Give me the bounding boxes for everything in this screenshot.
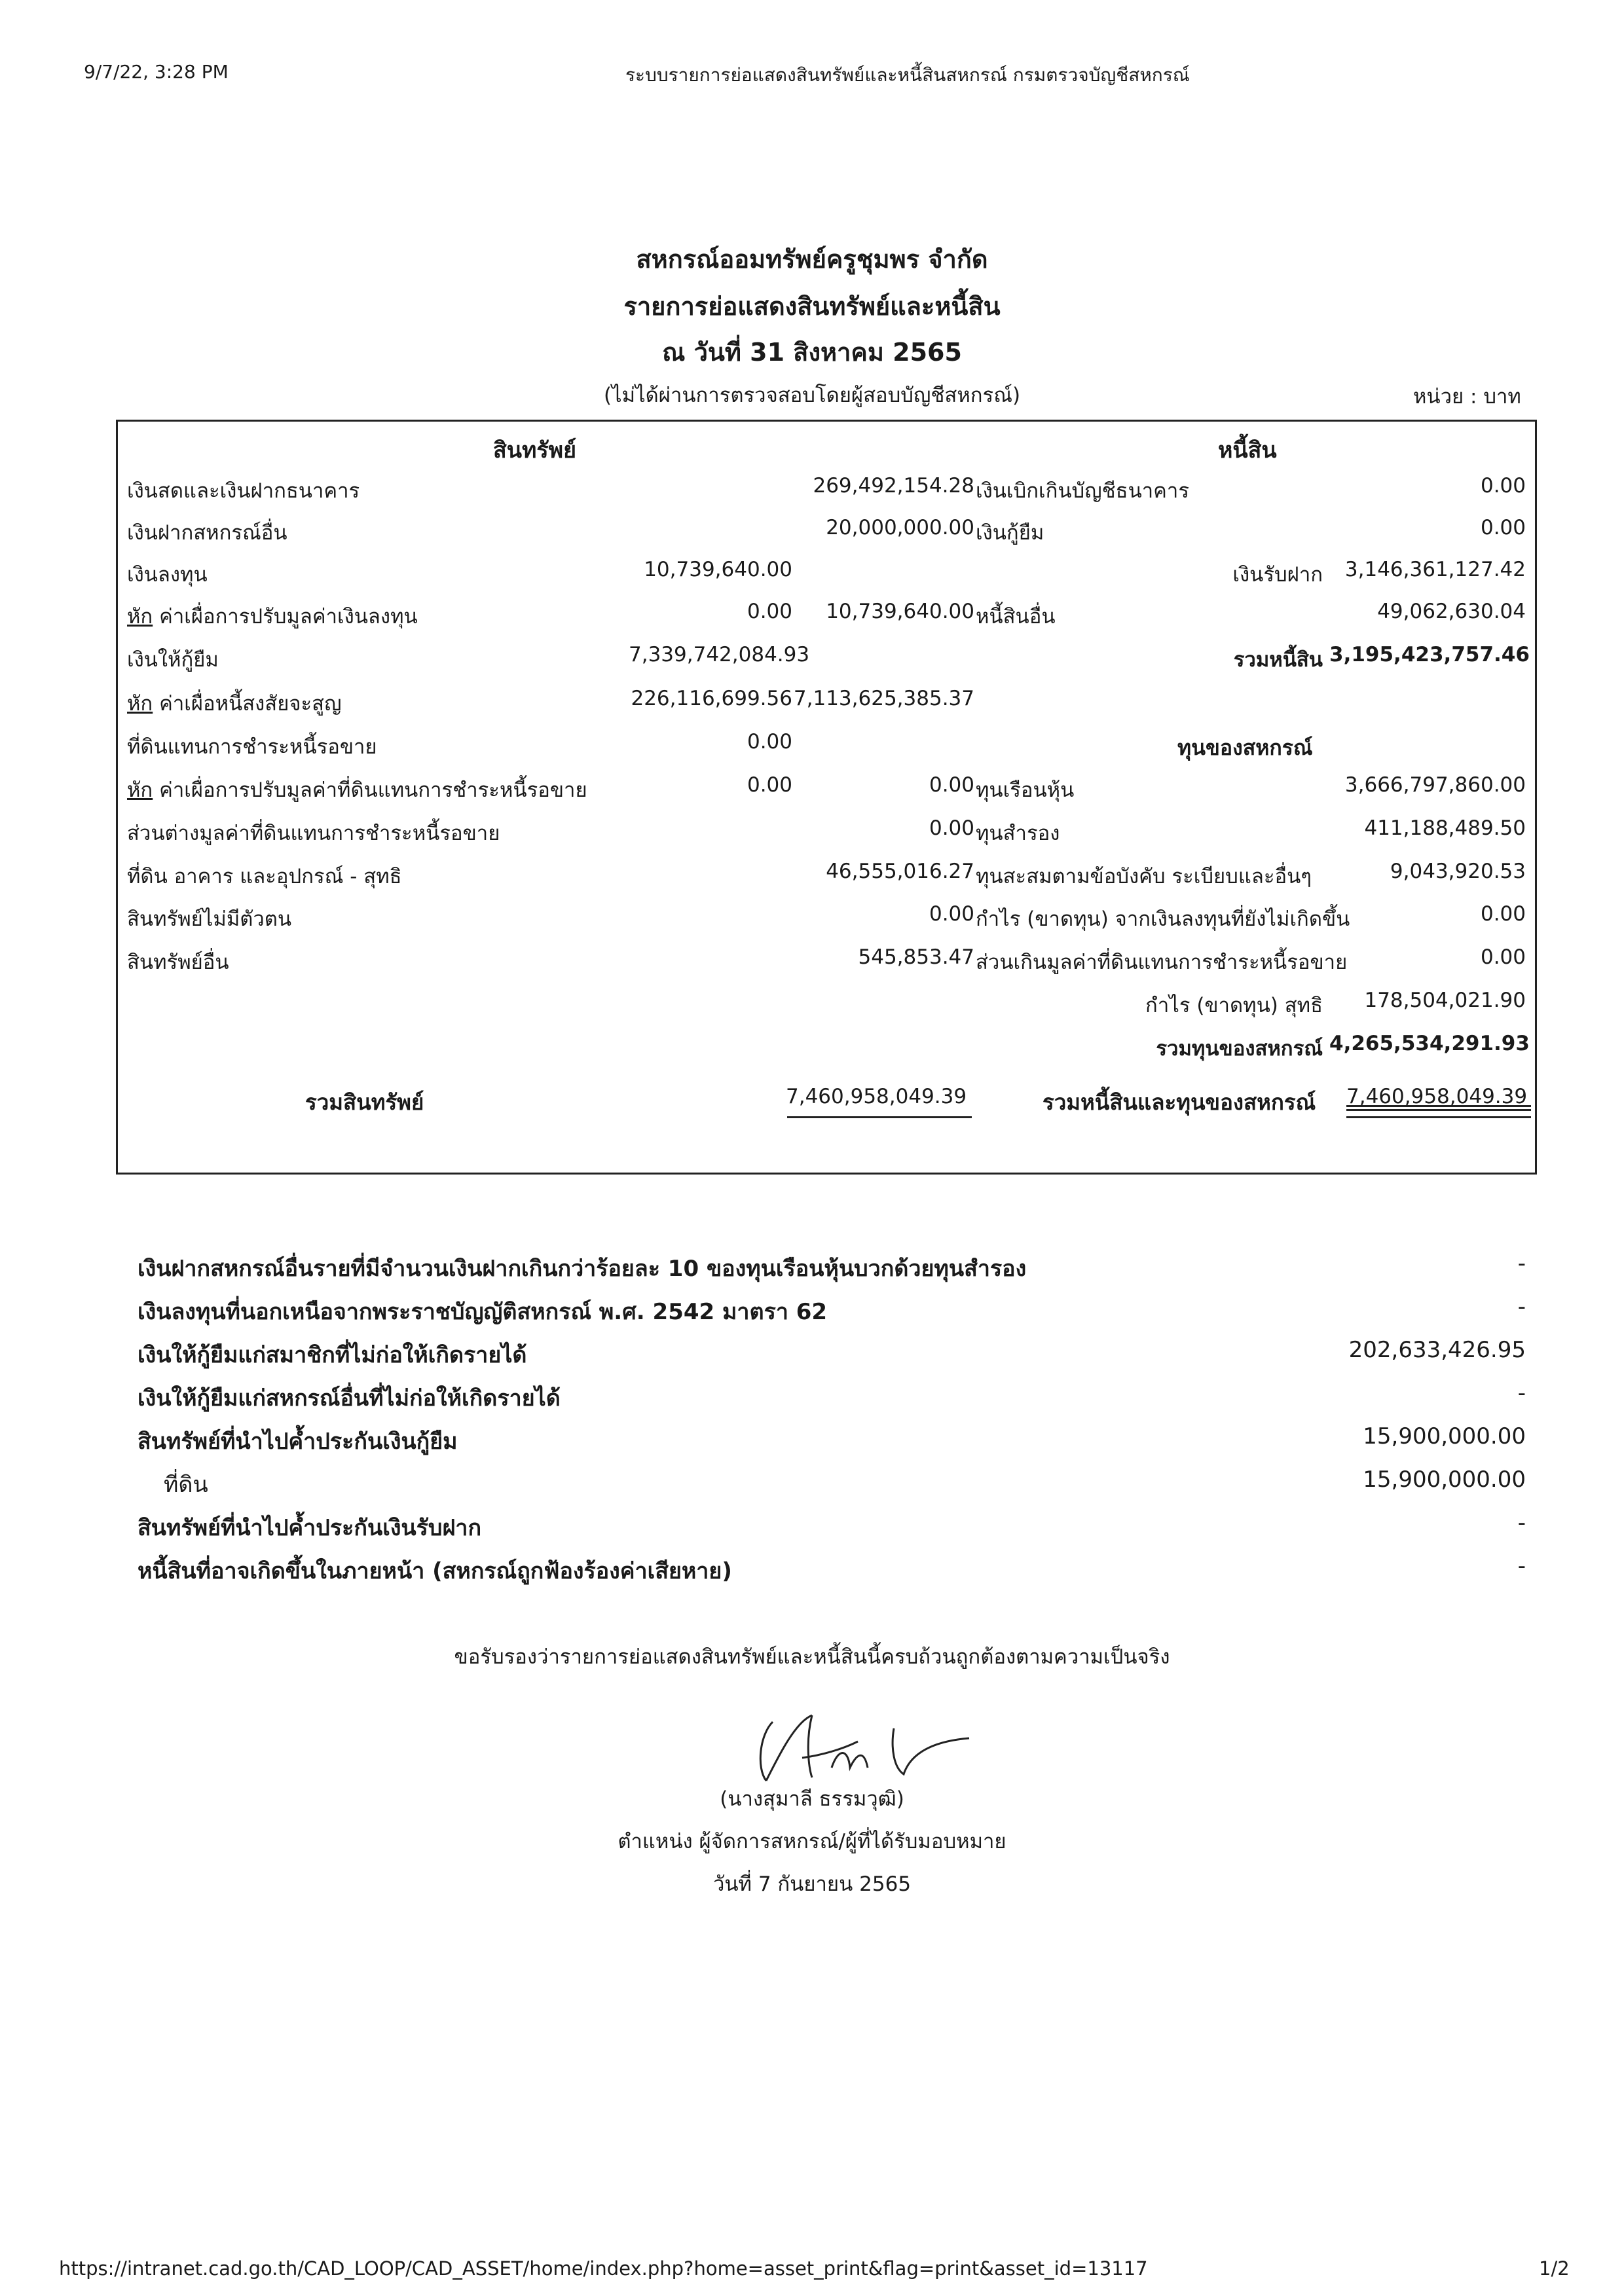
asset-label-text: ค่าเผื่อหนี้สงสัยจะสูญ — [159, 692, 342, 716]
asset-label-text: สินทรัพย์ไม่มีตัวตน — [127, 907, 292, 931]
asset-value: 0.00 — [929, 816, 974, 840]
asset-label-text: เงินลงทุน — [127, 563, 208, 587]
asset-subvalue: 7,339,742,084.93 — [629, 643, 810, 666]
asset-value: 0.00 — [929, 902, 974, 926]
asset-subvalue: 0.00 — [747, 600, 792, 623]
audit-note: (ไม่ได้ผ่านการตรวจสอบโดยผู้สอบบัญชีสหกรณ์) — [603, 384, 1021, 407]
report-date: ณ วันที่ 31 สิงหาคม 2565 — [662, 338, 962, 367]
system-title: ระบบรายการย่อแสดงสินทรัพย์และหนี้สินสหกรณ์ กรมตรวจบัญชีสหกรณ์ — [625, 64, 1190, 86]
asset-label — [127, 600, 418, 632]
liabilities-header: หนี้สิน — [1218, 437, 1277, 464]
asset-value: 545,853.47 — [858, 945, 974, 969]
asset-value: 0.00 — [929, 773, 974, 797]
liability-value: 178,504,021.90 — [1364, 989, 1526, 1012]
table-row — [118, 730, 1535, 772]
note-label: เงินให้กู้ยืมแก่สมาชิกที่ไม่ก่อให้เกิดรายได้ — [138, 1342, 527, 1368]
total-liabilities-underline-2 — [1346, 1109, 1531, 1111]
table-row — [118, 474, 1535, 516]
print-datetime: 9/7/22, 3:28 PM — [84, 61, 229, 82]
note-label: หนี้สินที่อาจเกิดขึ้นในภายหน้า (สหกรณ์ถูกฟ้องร้องค่าเสียหาย) — [138, 1558, 732, 1584]
note-value: - — [1517, 1553, 1526, 1579]
less-word: หัก — [127, 605, 153, 629]
liability-value: 3,195,423,757.46 — [1329, 643, 1530, 666]
total-assets-underline — [787, 1116, 972, 1118]
note-value: - — [1517, 1250, 1526, 1277]
asset-label — [127, 558, 208, 591]
liability-label: เงินเบิกเกินบัญชีธนาคาร — [976, 479, 1189, 503]
liability-value: 49,062,630.04 — [1377, 600, 1526, 623]
table-row — [118, 516, 1535, 558]
assets-header: สินทรัพย์ — [493, 437, 577, 464]
asset-label — [127, 902, 291, 935]
liability-value: 0.00 — [1480, 902, 1526, 926]
signer-name: (นางสุมาลี ธรรมวุฒิ) — [720, 1787, 904, 1811]
note-value: 15,900,000.00 — [1363, 1423, 1526, 1449]
asset-subvalue: 0.00 — [747, 730, 792, 754]
asset-label-text: ที่ดินแทนการชำระหนี้รอขาย — [127, 735, 377, 759]
table-row — [118, 989, 1535, 1030]
certification-date: วันที่ 7 กันยายน 2565 — [712, 1872, 912, 1896]
less-word: หัก — [127, 692, 153, 716]
table-row — [118, 1032, 1535, 1074]
note-row — [0, 1294, 1624, 1337]
asset-label — [127, 730, 377, 763]
note-label: เงินลงทุนที่นอกเหนือจากพระราชบัญญัติสหกรณ์ พ.ศ. 2542 มาตรา 62 — [138, 1299, 828, 1325]
asset-subvalue: 10,739,640.00 — [644, 558, 792, 581]
statement-table — [116, 420, 1537, 1175]
note-row — [0, 1250, 1624, 1294]
asset-label — [127, 773, 587, 806]
certification-statement: ขอรับรองว่ารายการย่อแสดงสินทรัพย์และหนี้สินนี้ครบถ้วนถูกต้องตามความเป็นจริง — [454, 1645, 1170, 1669]
table-row — [118, 558, 1535, 600]
table-row — [118, 600, 1535, 642]
asset-label — [127, 474, 360, 507]
liability-value: 0.00 — [1480, 516, 1526, 539]
note-row — [0, 1380, 1624, 1423]
note-label: เงินฝากสหกรณ์อื่นรายที่มีจำนวนเงินฝากเกินกว่าร้อยละ 10 ของทุนเรือนหุ้นบวกด้วยทุนสำรอง — [138, 1256, 1027, 1282]
asset-label-text: เงินฝากสหกรณ์อื่น — [127, 521, 287, 545]
table-row — [118, 945, 1535, 987]
asset-label — [127, 687, 342, 720]
liability-value: 4,265,534,291.93 — [1329, 1032, 1530, 1055]
note-row — [0, 1467, 1624, 1510]
asset-label-text: สินทรัพย์อื่น — [127, 951, 229, 974]
asset-label-text: ค่าเผื่อการปรับมูลค่าเงินลงทุน — [159, 605, 418, 629]
liability-value: 0.00 — [1480, 945, 1526, 969]
liability-label: รวมหนี้สิน — [1233, 648, 1323, 672]
liability-value: 3,666,797,860.00 — [1344, 773, 1526, 797]
table-row — [118, 643, 1535, 685]
liability-label: ส่วนเกินมูลค่าที่ดินแทนการชำระหนี้รอขาย — [976, 951, 1348, 974]
note-row — [0, 1510, 1624, 1553]
total-assets-label: รวมสินทรัพย์ — [305, 1089, 424, 1115]
asset-value: 20,000,000.00 — [826, 516, 974, 539]
report-title: รายการย่อแสดงสินทรัพย์และหนี้สิน — [623, 292, 1001, 321]
total-liab-equity-value: 7,460,958,049.39 — [1346, 1085, 1528, 1108]
note-value: - — [1517, 1510, 1526, 1536]
total-liab-equity-underline — [1346, 1116, 1531, 1118]
liability-label: เงินรับฝาก — [1232, 563, 1323, 587]
less-word: หัก — [127, 778, 153, 802]
liability-label: รวมทุนของสหกรณ์ — [1156, 1037, 1323, 1061]
note-label: ที่ดิน — [164, 1472, 208, 1498]
table-row — [118, 816, 1535, 858]
total-liab-equity-label: รวมหนี้สินและทุนของสหกรณ์ — [1043, 1089, 1316, 1115]
footer-url[interactable]: https://intranet.cad.go.th/CAD_LOOP/CAD_ASSET/home/index.php?home=asset_print&flag=print&asset_id=13117 — [59, 2257, 1148, 2280]
asset-value: 7,113,625,385.37 — [793, 687, 974, 710]
note-row — [0, 1553, 1624, 1596]
note-label: เงินให้กู้ยืมแก่สหกรณ์อื่นที่ไม่ก่อให้เกิดรายได้ — [138, 1385, 561, 1412]
note-value: 202,633,426.95 — [1348, 1337, 1526, 1363]
liability-label: ทุนเรือนหุ้น — [976, 778, 1075, 802]
asset-value: 269,492,154.28 — [813, 474, 974, 498]
asset-label-text: ค่าเผื่อการปรับมูลค่าที่ดินแทนการชำระหนี้รอขาย — [159, 778, 587, 802]
liability-label: ทุนสะสมตามข้อบังคับ ระเบียบและอื่นๆ — [976, 865, 1312, 888]
asset-value: 46,555,016.27 — [826, 860, 974, 883]
liability-label: หนี้สินอื่น — [976, 605, 1056, 629]
table-row — [118, 773, 1535, 815]
signature-image — [733, 1696, 982, 1794]
asset-label-text: เงินให้กู้ยืม — [127, 648, 219, 672]
note-value: - — [1517, 1294, 1526, 1320]
note-value: 15,900,000.00 — [1363, 1467, 1526, 1493]
liability-label: ทุนสำรอง — [976, 822, 1060, 845]
note-label: สินทรัพย์ที่นำไปค้ำประกันเงินรับฝาก — [138, 1515, 482, 1541]
asset-label — [127, 945, 229, 978]
asset-label-text: เงินสดและเงินฝากธนาคาร — [127, 479, 360, 503]
asset-label — [127, 643, 219, 676]
total-assets-value: 7,460,958,049.39 — [786, 1085, 967, 1108]
liability-label: กำไร (ขาดทุน) จากเงินลงทุนที่ยังไม่เกิดขึ้น — [976, 907, 1350, 931]
note-label: สินทรัพย์ที่นำไปค้ำประกันเงินกู้ยืม — [138, 1429, 458, 1455]
liability-label: กำไร (ขาดทุน) สุทธิ — [1145, 994, 1323, 1017]
liability-value: 411,188,489.50 — [1364, 816, 1526, 840]
table-row — [118, 902, 1535, 944]
note-row — [0, 1423, 1624, 1467]
notes-section — [0, 1250, 1624, 1617]
note-value: - — [1517, 1380, 1526, 1406]
asset-label — [127, 860, 402, 892]
asset-subvalue: 226,116,699.56 — [631, 687, 792, 710]
asset-label — [127, 516, 287, 549]
asset-label — [127, 816, 500, 849]
equity-header: ทุนของสหกรณ์ — [1177, 735, 1313, 760]
asset-subvalue: 0.00 — [747, 773, 792, 797]
liability-value: 0.00 — [1480, 474, 1526, 498]
signer-position: ตำแหน่ง ผู้จัดการสหกรณ์/ผู้ที่ได้รับมอบหมาย — [618, 1830, 1006, 1853]
table-row — [118, 687, 1535, 729]
liability-value: 3,146,361,127.42 — [1344, 558, 1526, 581]
asset-label-text: ที่ดิน อาคาร และอุปกรณ์ - สุทธิ — [127, 865, 402, 888]
org-name: สหกรณ์ออมทรัพย์ครูชุมพร จำกัด — [636, 245, 988, 274]
note-row — [0, 1337, 1624, 1380]
page-number: 1/2 — [1539, 2257, 1570, 2280]
liability-label: เงินกู้ยืม — [976, 521, 1044, 545]
asset-label-text: ส่วนต่างมูลค่าที่ดินแทนการชำระหนี้รอขาย — [127, 822, 500, 845]
table-row — [118, 860, 1535, 902]
liability-value: 9,043,920.53 — [1390, 860, 1526, 883]
unit-label: หน่วย : บาท — [1413, 385, 1521, 409]
asset-value: 10,739,640.00 — [826, 600, 974, 623]
